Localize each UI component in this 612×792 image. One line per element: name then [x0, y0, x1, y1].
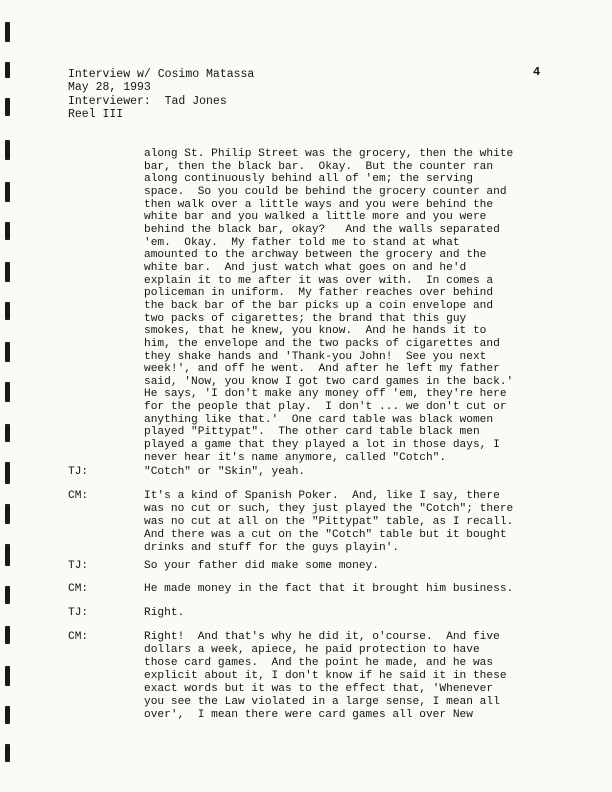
text-line: for the people that play. I don't ... we don't cut or [144, 401, 507, 414]
punch-mark [5, 504, 10, 524]
speaker-label: TJ: [68, 466, 89, 478]
speaker-label: TJ: [68, 607, 89, 619]
punch-mark [5, 22, 10, 42]
text-line: explain it to me after it was over with. In comes a [144, 274, 494, 287]
speaker-label: TJ: [68, 560, 89, 572]
speech-text [144, 607, 594, 620]
text-line: 'em. Okay. My father told me to stand at what [144, 236, 460, 249]
text-line: you see the Law violated in a large sense, I mean all [144, 696, 500, 708]
speech-text [144, 583, 594, 596]
text-line: those card games. And the point he made, and he was [144, 657, 494, 669]
text-line: policeman in uniform. My father reaches over behind [144, 287, 494, 300]
punch-mark [5, 182, 10, 202]
interview-title: Interview w/ Cosimo Matassa [68, 68, 255, 81]
interview-date: May 28, 1993 [68, 81, 151, 95]
text-line: said, 'Now, you know I got two card games in the back.' [144, 375, 514, 388]
interviewer-line: Interviewer: Tad Jones [68, 94, 227, 108]
text-line: white bar. And just watch what goes on and he'd [144, 261, 467, 274]
text-line: dollars a week, apiece, he paid protection to have [144, 644, 480, 656]
text-line: It's a kind of Spanish Poker. And, like I say, there [144, 490, 500, 502]
text-line: was no cut or such, they just played the "Cotch"; there [144, 503, 514, 515]
text-line: white bar and you walked a little more and you were [144, 211, 487, 224]
punch-mark [5, 424, 10, 442]
text-line: bar, then the black bar. Okay. But the counter ran [144, 160, 494, 173]
punch-mark [5, 342, 10, 362]
page-number: 4 [533, 65, 541, 79]
punch-mark [5, 544, 10, 566]
punch-mark [5, 666, 10, 686]
text-line: anything like that.' One card table was black women [144, 413, 494, 426]
text-line: played a game that they played a lot in those days, I [144, 439, 500, 452]
punch-mark [5, 62, 10, 78]
punch-mark [5, 262, 10, 282]
speaker-label: CM: [68, 490, 89, 502]
text-line: explicit about it, I don't know if he said it in these [144, 670, 507, 682]
speech-text [144, 560, 594, 573]
text-line: space. So you could be behind the grocery counter and [144, 185, 507, 198]
text-line: played "Pittypat". The other card table black men [144, 426, 480, 439]
reel-label: Reel III [68, 108, 124, 122]
continued-paragraph [144, 148, 584, 464]
punch-mark [5, 222, 10, 240]
text-line: smokes, that he knew, you know. And he hands it to [144, 325, 487, 338]
punch-mark [5, 462, 10, 484]
speech-text [144, 466, 594, 479]
punch-mark [5, 302, 10, 320]
text-line: was no cut at all on the "Pittypat" table, as I recall. [144, 516, 514, 528]
text-line: they shake hands and 'Thank-you John! See you next [144, 350, 487, 363]
punch-mark [5, 744, 10, 762]
text-line: along St. Philip Street was the grocery, then the white [144, 148, 514, 160]
text-line: two packs of cigarettes; the brand that this guy [144, 312, 467, 325]
text-line: never hear it's name anymore, called "Cotch". [144, 451, 447, 464]
punch-mark [5, 140, 10, 160]
text-line: him, the envelope and the two packs of cigarettes and [144, 337, 500, 350]
document-header [68, 68, 254, 122]
text-line: And there was a cut on the "Cotch" table but it bought [144, 529, 507, 541]
speech-text [144, 631, 594, 722]
punch-mark [5, 98, 10, 116]
text-line: week!', and off he went. And after he left my father [144, 363, 500, 376]
text-line: Right. [144, 607, 185, 619]
text-line: "Cotch" or "Skin", yeah. [144, 466, 306, 478]
punch-mark [5, 706, 10, 724]
punch-mark [5, 586, 10, 604]
punch-mark [5, 626, 10, 644]
text-line: He says, 'I don't make any money off 'em, they're here [144, 388, 507, 401]
text-line: behind the black bar, okay? And the walls separated [144, 223, 500, 236]
text-line: So your father did make some money. [144, 560, 379, 572]
text-line: Right! And that's why he did it, o'course. And five [144, 631, 500, 643]
speech-text [144, 490, 594, 555]
text-line: along continuously behind all of 'em; the serving [144, 173, 473, 186]
text-line: the back bar of the bar picks up a coin envelope and [144, 299, 494, 312]
text-line: amounted to the archway between the grocery and the [144, 249, 487, 262]
text-line: He made money in the fact that it brought him business. [144, 583, 514, 595]
speaker-label: CM: [68, 631, 89, 643]
text-line: drinks and stuff for the guys playin'. [144, 542, 400, 554]
text-line: then walk over a little ways and you were behind the [144, 198, 494, 211]
text-line: over', I mean there were card games all over New [144, 709, 473, 721]
speaker-label: CM: [68, 583, 89, 595]
punch-mark [5, 382, 10, 402]
text-line: exact words but it was to the effect that, 'Whenever [144, 683, 494, 695]
